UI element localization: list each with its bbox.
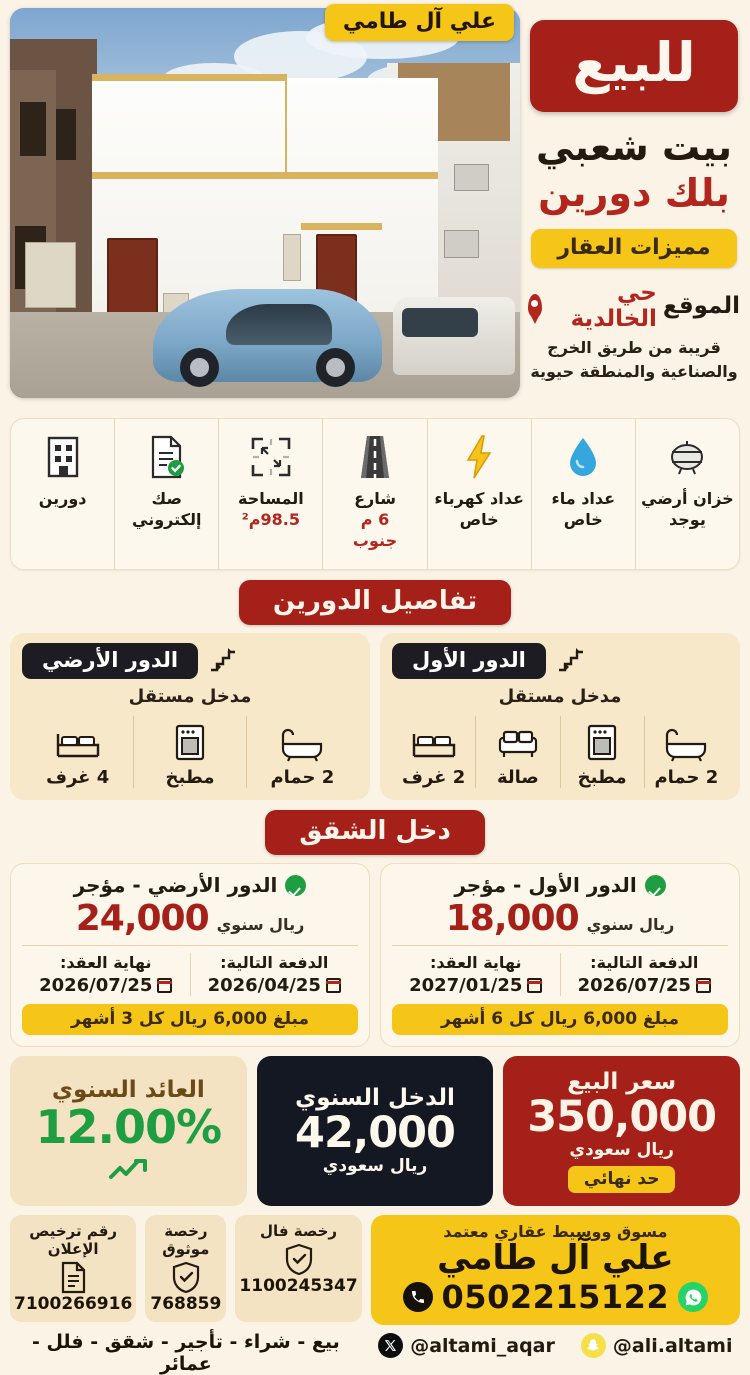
floors-section-title (0, 580, 750, 625)
floor-item-label: مطبخ (577, 767, 627, 788)
social-snapchat[interactable] (581, 1333, 733, 1358)
license-value: 768859 (150, 1294, 222, 1314)
contract-end-label: نهاية العقد: (59, 953, 152, 972)
feature-item-area (218, 419, 322, 569)
wheel (180, 348, 219, 387)
licenses-column (10, 1215, 362, 1375)
license-value: 7100266916 (14, 1294, 133, 1314)
calendar-icon (157, 978, 172, 993)
trim-joint (285, 74, 287, 175)
property-title-line1: بيت شعبي (536, 125, 733, 169)
agent-role: مسوق ووسيط عقاري معتمد (443, 1222, 668, 1241)
floor-header (22, 643, 358, 679)
summary-boxes (10, 1056, 740, 1206)
contract-end-label: نهاية العقد: (429, 953, 522, 972)
location-label: الموقع (662, 293, 740, 320)
phone-icon[interactable] (403, 1282, 433, 1312)
phone-number[interactable]: 0502215122 (441, 1278, 670, 1317)
floor-name-chip: الدور الأرضي (22, 643, 198, 679)
floor-item-bathroom (246, 716, 358, 788)
income-status-row (392, 873, 728, 897)
ac-unit (444, 230, 480, 257)
shield-check-icon (171, 1260, 201, 1294)
utility-panel (283, 234, 301, 281)
floor-item-label: 2 حمام (654, 767, 719, 788)
floor-entrance: مدخل مستقل (498, 686, 622, 707)
license-value: 1100245347 (239, 1276, 358, 1296)
license-title: رخصة فال (260, 1222, 338, 1240)
feature-item-tank (635, 419, 739, 569)
document-icon (60, 1260, 87, 1294)
features-pill: مميزات العقار (531, 229, 736, 268)
income-amount-row (22, 898, 358, 939)
income-title-text: دخل الشقق (265, 810, 485, 855)
feature-label: المساحة 98.5م² (238, 489, 304, 529)
contract-end-value: 2026/07/25 (39, 975, 153, 996)
location-description: قريبة من طريق الخرج والصناعية والمنطقة حيوية (530, 338, 738, 381)
road-icon (354, 431, 396, 483)
income-status: الدور الأول - مؤجر (454, 873, 637, 897)
bed-icon (54, 716, 102, 762)
annual-income-value: 42,000 (295, 1108, 455, 1159)
annual-income-currency: ريال سعودي (322, 1156, 428, 1177)
feature-label: عداد ماء خاص (551, 489, 616, 529)
calendar-icon (696, 978, 711, 993)
feature-label: دورين (38, 489, 87, 508)
floors-title-text: تفاصيل الدورين (239, 580, 511, 625)
feature-label: صك إلكتروني (132, 489, 202, 529)
stairs-icon (208, 644, 238, 678)
features-strip (10, 418, 740, 570)
income-amount-row (392, 898, 728, 939)
contract-end-col (392, 953, 560, 996)
check-circle-icon (285, 875, 306, 896)
floor-item-living (475, 716, 559, 788)
annual-income-label: الدخل السنوي (295, 1085, 455, 1112)
floor-item-label: 4 غرف (46, 767, 110, 788)
contract-end-col (22, 953, 190, 996)
license-title: رخصة موثوق (162, 1222, 210, 1258)
floor-name-chip: الدور الأول (392, 643, 546, 679)
tank-icon (665, 431, 709, 483)
income-currency: ريال سنوي (216, 915, 305, 934)
contract-end-value: 2027/01/25 (409, 975, 523, 996)
car-windshield (226, 304, 332, 345)
floor-item-bathroom (644, 716, 728, 788)
calendar-icon (527, 978, 542, 993)
sale-price-label: سعر البيع (567, 1068, 677, 1095)
income-cards (10, 863, 740, 1047)
floor-items (22, 716, 358, 788)
x-icon[interactable] (378, 1333, 403, 1358)
next-payment-value: 2026/07/25 (577, 975, 691, 996)
income-amount: 18,000 (445, 898, 579, 939)
services-line: بيع - شراء - تأجير - شقق - فلل - عمائر (31, 1331, 340, 1375)
floor-item-label: مطبخ (165, 767, 215, 788)
wall-trim (92, 172, 439, 179)
feature-item-water (531, 419, 635, 569)
income-dates (392, 945, 728, 996)
next-payment-col (190, 953, 359, 996)
door-lintel (301, 223, 383, 230)
location-line (528, 280, 740, 332)
floor-item-label: 2 غرف (402, 767, 466, 788)
sale-price-value: 350,000 (527, 1091, 717, 1142)
feature-item-floors (11, 419, 114, 569)
electricity-icon (463, 431, 495, 483)
floor-entrance: مدخل مستقل (128, 686, 252, 707)
license-title: رقم ترخيص الإعلان (29, 1222, 118, 1258)
trend-up-icon (107, 1153, 149, 1185)
for-sale-badge: للبيع (530, 20, 737, 112)
x-handle[interactable]: @altami_aqar (410, 1334, 555, 1357)
floor-card-ground (10, 633, 370, 800)
wheel (316, 348, 355, 387)
phone-row[interactable] (385, 1278, 726, 1316)
floor-header (392, 643, 728, 679)
snapchat-handle[interactable]: @ali.altami (612, 1334, 733, 1357)
social-links (371, 1333, 740, 1358)
income-currency: ريال سنوي (586, 915, 675, 934)
feature-item-street (322, 419, 426, 569)
license-ad-number (10, 1215, 136, 1322)
snapchat-icon[interactable] (581, 1333, 606, 1358)
water-drop-icon (566, 431, 600, 483)
kitchen-icon (173, 716, 207, 762)
feature-label: خزان أرضي يوجد (641, 489, 734, 529)
next-payment-value-row (191, 975, 359, 996)
kitchen-icon (585, 716, 619, 762)
bathtub-icon (663, 716, 709, 762)
ac-unit (454, 164, 490, 191)
location-pin-icon (528, 294, 542, 318)
bathtub-icon (279, 716, 325, 762)
floor-card-first (380, 633, 740, 800)
contact-box (371, 1215, 740, 1325)
income-status: الدور الأرضي - مؤجر (73, 873, 278, 897)
floor-item-label: صالة (496, 767, 539, 788)
feature-label: شارع 6 م جنوب (352, 489, 398, 550)
footer-section (10, 1215, 740, 1375)
installment-pill: مبلغ 6,000 ريال كل 6 أشهر (392, 1004, 728, 1035)
shield-check-icon (284, 1242, 314, 1276)
feature-item-electricity (427, 419, 531, 569)
contact-column (371, 1215, 740, 1375)
income-section-title (0, 810, 750, 855)
next-payment-value: 2026/04/25 (207, 975, 321, 996)
property-photo (10, 8, 520, 398)
blue-sedan (153, 289, 383, 383)
annual-income-box (257, 1056, 494, 1206)
roof-trim (92, 74, 286, 81)
sofa-icon (495, 716, 541, 762)
final-price-badge: حد نهائي (568, 1166, 676, 1193)
annual-yield-label: العائد السنوي (51, 1076, 205, 1103)
social-x[interactable] (378, 1333, 555, 1358)
van-window (402, 308, 478, 338)
location-value: حي الخالدية (570, 280, 657, 333)
calendar-icon (326, 978, 341, 993)
sale-price-box (503, 1056, 740, 1206)
document-check-icon (148, 431, 186, 483)
whatsapp-icon[interactable] (678, 1282, 708, 1312)
floor-items (392, 716, 728, 788)
sale-price-currency: ريال سعودي (569, 1139, 674, 1160)
feature-label: عداد كهرباء خاص (434, 489, 524, 529)
agent-name-badge: علي آل طامي (325, 4, 514, 41)
installment-pill: مبلغ 6,000 ريال كل 3 أشهر (22, 1004, 358, 1035)
area-icon (250, 431, 292, 483)
check-circle-icon (645, 875, 666, 896)
property-title-line2: بلك دورين (538, 170, 730, 215)
next-payment-col (560, 953, 729, 996)
annual-yield-value: 12.00% (35, 1099, 222, 1154)
next-payment-label: الدفعة التالية: (590, 953, 699, 972)
contract-end-value-row (392, 975, 560, 996)
license-mawthooq (145, 1215, 226, 1322)
income-dates (22, 945, 358, 996)
window (20, 102, 46, 157)
next-payment-value-row (561, 975, 729, 996)
feature-item-deed (114, 419, 218, 569)
bed-icon (410, 716, 458, 762)
floor-item-rooms (392, 716, 475, 788)
floor-item-kitchen (560, 716, 644, 788)
floor-item-rooms (22, 716, 133, 788)
income-status-row (22, 873, 358, 897)
floor-item-label: 2 حمام (270, 767, 335, 788)
header-column (528, 8, 740, 412)
floors-cards (10, 633, 740, 800)
annual-yield-box (10, 1056, 247, 1206)
licenses-row (10, 1215, 362, 1322)
stairs-icon (556, 644, 586, 678)
license-fal (235, 1215, 361, 1322)
income-card-ground-floor (10, 863, 370, 1047)
window (56, 109, 76, 160)
property-photo-wrapper (10, 8, 520, 398)
next-payment-label: الدفعة التالية: (220, 953, 329, 972)
white-van (393, 297, 515, 375)
building-icon (43, 431, 83, 483)
income-card-first-floor (380, 863, 740, 1047)
contract-end-value-row (22, 975, 190, 996)
meter-box (25, 242, 76, 308)
income-amount: 24,000 (75, 898, 209, 939)
agent-name: علي آل طامي (437, 1238, 674, 1278)
floor-item-kitchen (133, 716, 245, 788)
top-section (0, 0, 750, 412)
